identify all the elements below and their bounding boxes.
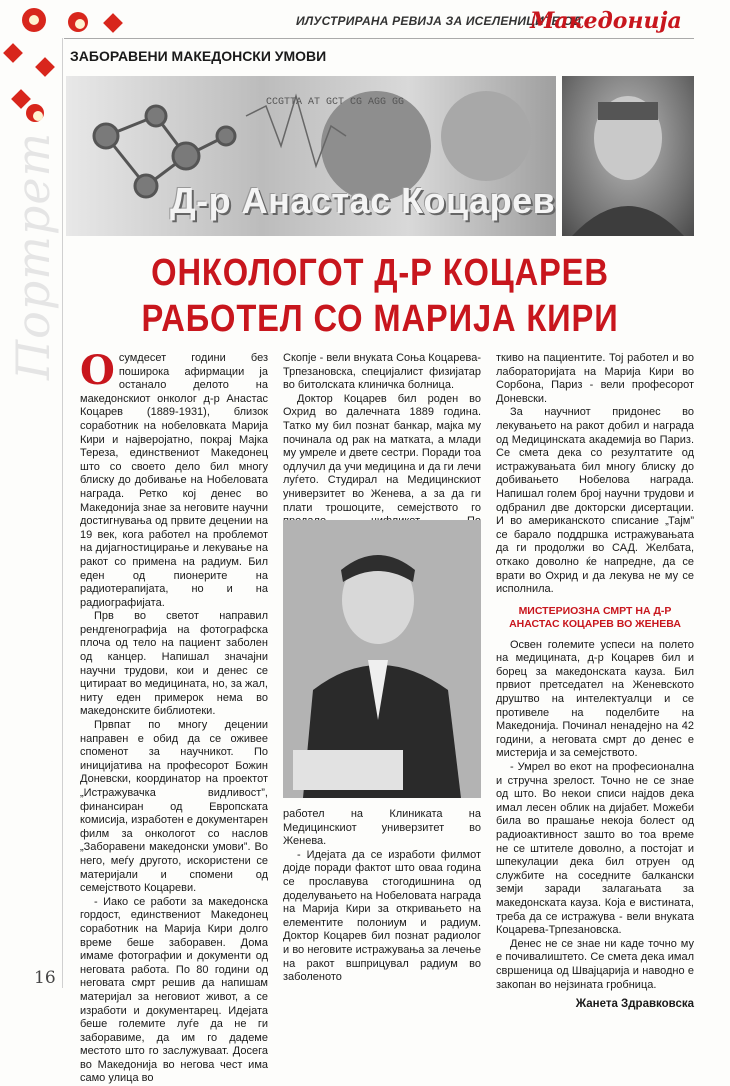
- paragraph: Денес не се знае ни каде точно му е почивалиштето. Се смета дека имал свршеница од Швајцарија и наводно е закопан во нејзината гробница.: [496, 937, 694, 991]
- article-column-2-bottom: [283, 808, 481, 985]
- subheading: МИСТЕРИОЗНА СМРТ НА Д-Р АНАСТАС КОЦАРЕВ ВО ЖЕНЕВА: [509, 604, 681, 630]
- article-headline: ОНКОЛОГОТ Д-Р КОЦАРЕВ РАБОТЕЛ СО МАРИЈА КИРИ: [141, 252, 619, 340]
- paragraph: Скопје - вели внуката Соња Коцарева-Трпезановска, специјалист физијатар во битолската клиничка болница.: [283, 352, 481, 392]
- page-number: 16: [34, 968, 56, 988]
- red-diamond-icon: [35, 57, 55, 77]
- portrait-photo: [562, 76, 694, 236]
- paragraph: работел на Клиниката на Медицинскиот универзитет во Женева.: [283, 808, 481, 848]
- paragraph: - Иако се работи за македонска гордост, единствениот Македонец соработник на Марија Кири долго време беше заборавен. Дома имаме фотографии и документи од неговата работа. По 80 години од неговата смрт решив да напишам материјал за неговиот живот, а се изработи и документарец. Идејата беше големите луѓе да не ги заборавиме, да им го дадеме местото што го заслужуваат. Досега во Македонија во негова чест има само улица во: [80, 895, 268, 1085]
- paragraph: - Идејата да се изработи филмот дојде поради фактот што оваа година се прославува стогодишнина од доделувањето на Нобеловата награда на Марија Кири за откривањето на елементите полониум и радиум. Доктор Коцарев бил познат радиолог и во неговите истражувања за лечење на ракот вшприцувал радиум во заболеното: [283, 848, 481, 984]
- paragraph: За научниот придонес во лекувањето на ракот добил и награда од Медицинската академија во Париз. Се смета дека со резултатите од истражувањата бил многу блиску до добивањето Нобелова награда. Напишал голем број научни трудови и одбранил две докторски дисертации. И во американското списание „Тајм” се барало поддршка истражувањата да ги продолжи во САД. Желбата, откако доволно ќе напредне, да се врати во Охрид и да лекува не му се исполнила.: [496, 406, 694, 596]
- paragraph: Првпат по многу децении направен е обид да се оживее споменот за научникот. По иницијатива на професорот Божин Доневски, координатор на проектот „Истражувачка видливост”, финансиран од Европската комисија, изработен е документарен филм за онкологот со наслов „Заборавени македонски умови”. Во него, меѓу другото, искористени се материјали и спомени од семејството Коцареви.: [80, 719, 268, 895]
- paragraph: - Умрел во екот на професионална и стручна зрелост. Точно не се знае од што. Во некои списи најдов дека имал лесен облик на дијабет. Можеби била во прашање некоја болест од радиоактивност зашто во тоа време не се штителе доволно, а постојат и шпекулации дека бил отруен од службите на соседните балкански земји заради залагањата за македонската кауза. Која е вистината, треба да се истражува - вели внуката Коцарева-Трпезановска.: [496, 761, 694, 937]
- article-column-2: [283, 352, 481, 542]
- article-column-3: [496, 352, 694, 1012]
- paragraph: Прв во светот направил рендгенографија на фотографска плоча од тело на пациент заболен од канцер. Напишал значајни научни трудови, кои и денес се цитираат во медицината, но, за жал, ниту еден примерок нема во македонските библиотеки.: [80, 610, 268, 718]
- sun-emblem-icon: [68, 12, 88, 32]
- sun-emblem-icon: [22, 8, 46, 32]
- paragraph: сумдесет години без поширока афирмации ја останало делото на македонскиот онколог д-р Анастас Коцарев (1889-1931), близок соработник на нобеловката Марија Кири и најверојатно, покрај Мајка Тереза, единствениот Македонец што со своето дело бил многу блиску до добивање на Нобеловата награда. Ретко кој денес во Македонија знае за неговите научни достигнувања од првите децении на 19 век, кога работел на проблемот на дијагностицирање и лекување на ракот со примена на радиум. Бил еден од пионерите на радиотерапијата, но и на радиографијата.: [80, 352, 268, 609]
- author-byline: Жанета Здравковска: [575, 998, 694, 1011]
- drop-cap: О: [80, 347, 115, 394]
- margin-divider: [62, 38, 63, 988]
- section-title: ЗАБОРАВЕНИ МАКЕДОНСКИ УМОВИ: [70, 48, 327, 64]
- svg-text:CCGTTA AT GCT CG AGG GG: CCGTTA AT GCT CG AGG GG: [266, 97, 405, 108]
- paragraph: Освен големите успеси на полето на медицината, д-р Коцарев бил и борец за македонската кауза. Бил првиот претседател на Женевското друштво на интелектуалци и се противеле на поделбите на Македонија. Починал ненадејно на 42 години, а неговата смрт до денес е мистерија и за семејството.: [496, 638, 694, 760]
- magazine-logo: Македонија: [530, 8, 682, 34]
- article-column-1: [80, 347, 268, 1086]
- paragraph: Доктор Коцарев бил роден во Охрид во далечната 1889 година. Татко му бил познат банкар, мајка му починала од рак на матката, а млади му умреле и двете сестри. Поради тоа одлучил да учи медицина и да ги лечи луѓето. Студирал на Медицинскиот универзитет во Женева, а за да ги плати трошоците, семејството го: [283, 392, 481, 514]
- magazine-tagline: ИЛУСТРИРАНА РЕВИЈА ЗА ИСЕЛЕНИЦИТЕ ОД: [296, 14, 582, 28]
- sun-emblem-icon: [26, 104, 44, 122]
- red-diamond-icon: [103, 13, 123, 33]
- paragraph: ткиво на пациентите. Тој работел и во лабораторијата на Марија Кири во Сорбона, Париз - вели професорот Доневски.: [496, 352, 694, 405]
- left-margin-strip: [0, 0, 64, 1024]
- scientist-photo: [283, 520, 481, 798]
- article-photo: [283, 520, 481, 798]
- red-diamond-icon: [3, 43, 23, 63]
- section-vertical-title: Портрет: [6, 131, 60, 380]
- header-rule: [64, 38, 694, 39]
- banner-name: Д-р Анастас Коцарев: [170, 180, 556, 221]
- portrait-figure: [562, 76, 694, 236]
